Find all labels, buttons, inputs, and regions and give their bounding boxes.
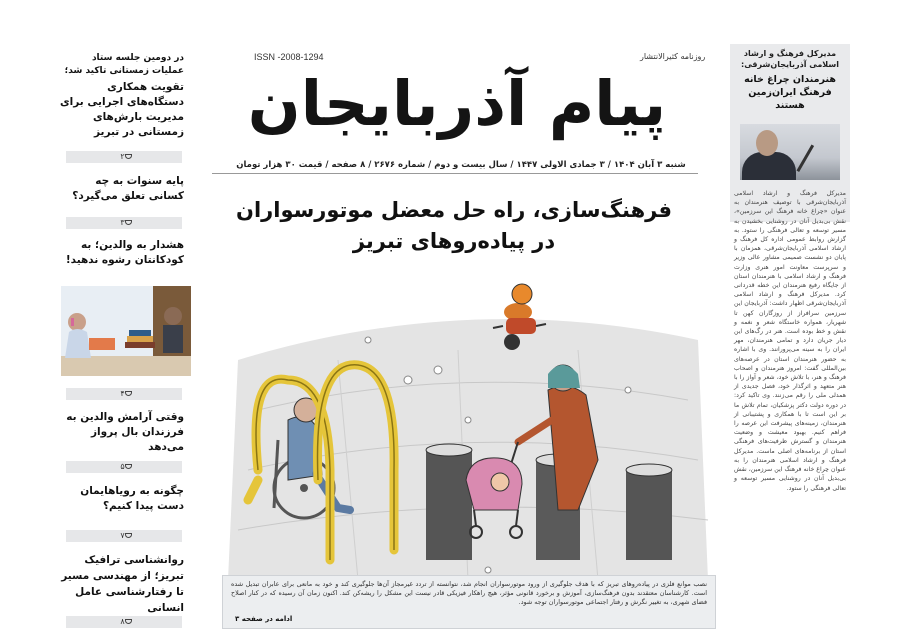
page-ref[interactable]: ۷	[66, 530, 182, 542]
page-icon	[125, 619, 132, 624]
page-ref[interactable]: ۵	[66, 461, 182, 473]
left-story-2[interactable]	[60, 174, 184, 204]
left-story-title: روانشناسی ترافیک تبریز؛ از مهندسی مسیر تا رفتارشناسی عامل انسانی	[61, 554, 184, 614]
left-story-title: چگونه به رویاهایمان دست پیدا کنیم؟	[80, 485, 184, 512]
issn-number: ISSN -2008-1294	[254, 52, 324, 62]
page-icon	[125, 391, 132, 396]
left-story-title: وقتی آرامش والدین به فرزندان بال پرواز می‌دهد	[66, 411, 184, 453]
page-ref[interactable]: ۳	[66, 217, 182, 229]
masthead-divider	[212, 173, 698, 174]
dateline: شنبه ۳ آبان ۱۴۰۴ / ۳ جمادی الاولی ۱۴۴۷ / سال بیست و دوم / شماره ۲۶۷۶ / ۸ صفحه / قیمت ۳۰ هزار تومان	[236, 160, 686, 170]
page-icon	[125, 220, 132, 225]
page-icon	[125, 154, 132, 159]
microphone-icon	[797, 145, 838, 180]
left-story-4[interactable]	[60, 410, 184, 455]
right-story-headline: هنرمندان چراغ خانه فرهنگ ایران‌زمین هستند	[744, 74, 836, 111]
cartoon-caption	[222, 575, 716, 629]
page-ref[interactable]: ۴	[66, 388, 182, 400]
daily-label: روزنامه کثیرالانتشار	[640, 52, 706, 61]
right-story-body: مدیرکل فرهنگ و ارشاد اسلامی آذربایجان‌شرقی با توصیف هنرمندان به عنوان «چراغ خانه فرهنگ این سرزمین»، نقش بی‌بدیل آنان در روشنایی بخشیدن به مسیر توسعه و تعالی فرهنگی را ستود. به گزارش روابط عمومی اداره کل فرهنگ و ارشاد اسلامی آذربایجان‌شرقی، همزمان با پایان دو نشست صمیمی مشاور عالی وزیر و سرپرست معاونت امور هنری وزارت فرهنگ و ارشاد اسلامی با هنرمندان استان از جایگاه رفیع هنرمندان این خطه قدردانی کرد. مدیرکل فرهنگ و ارشاد اسلامی آذربایجان‌شرقی اظهار داشت: آذربایجان این سرزمین سرافراز از روزگاران کهن تا شهریار، همواره خاستگاه شعر و نغمه و نقش و خط بوده است. هنر در رگ‌های این دیار جریان دارد و تمامی هنرمندان، مهر ایران را به سینه می‌پرورانند. وی با اشاره به حضور هنرمندان استان در عرصه‌های بین‌المللی گفت: امروز هنرمندان و اصحاب فرهنگ و هنر، با تلاش خود، شعر و آواز را با هنر متعهد و اثرگذار خود، فصل جدیدی از همدلی ملی را رقم می‌زنند. وی تاکید کرد: در دوره دولت دکتر پزشکیان، تمام تلاش ما بر این است تا با همکاری و پشتیبانی از هنرمندان، زمینه‌های پیشرفت این عرصه را فراهم کنیم. بهبود معیشت و وضعیت هنرمندان و گسترش ظرفیت‌های فرهنگی استان از برنامه‌های اصلی ماست. مدیرکل فرهنگ و ارشاد اسلامی هنرمندان را به عنوان چراغ خانه فرهنگ این سرزمین، نقش بی‌بدیل آنان در روشنایی مسیر توسعه و تعالی فرهنگی را ستود.	[734, 190, 846, 492]
person-body	[742, 152, 796, 180]
headline-line-2: در پیاده‌روهای تبریز	[352, 229, 556, 253]
headline-line-1: فرهنگ‌سازی، راه حل معضل موتورسواران	[236, 198, 672, 222]
right-column	[730, 44, 850, 641]
page-ref[interactable]: ۸	[66, 616, 182, 628]
left-story-title: پایه سنوات به چه کسانی تعلق می‌گیرد؟	[72, 175, 184, 202]
newspaper-title[interactable]: پیام آذربایجان	[247, 67, 667, 140]
caption-text: نصب موانع فلزی در پیاده‌روهای تبریز که با هدف جلوگیری از ورود موتورسواران انجام شد، نتوانسته از تردد غیرمجاز آن‌ها جلوگیری کند و خود به مانعی برای عابران تبدیل شده است. کارشناسان معتقدند بدون فرهنگ‌سازی، آموزش و برخورد قانونی مؤثر، هیچ راهکار فیزیکی قادر نیست این مشکل را ریشه‌کن کند. اکنون زمان آن رسیده که در کنار اصلاح فضای شهری، به تغییر نگرش و رفتار اجتماعی موتورسواران توجه شود.	[231, 580, 707, 606]
director-photo	[740, 124, 840, 180]
left-story-5[interactable]	[60, 484, 184, 514]
children-reading-photo	[61, 286, 191, 376]
continued-link[interactable]: ادامه در صفحه ۳	[235, 615, 293, 623]
page-icon	[125, 533, 132, 538]
left-story-kicker: در دومین جلسه ستاد عملیات زمستانی تاکید شد؛	[64, 53, 184, 76]
left-story-6[interactable]	[60, 552, 184, 616]
page-ref[interactable]: ۲	[66, 151, 182, 163]
left-story-title: هشدار به والدین؛ به کودکانتان رشوه ندهید!	[65, 239, 184, 266]
person-head	[756, 130, 778, 156]
main-cartoon	[218, 270, 718, 580]
left-story-title: تقویت همکاری دستگاه‌های اجرایی برای مدیریت بارش‌های زمستانی در تبریز	[60, 81, 184, 138]
left-column	[58, 44, 190, 641]
left-story-1[interactable]	[60, 52, 184, 140]
main-headline[interactable]	[214, 195, 694, 257]
right-story-kicker: مدیرکل فرهنگ و ارشاد اسلامی آذربایجان‌شرقی:	[741, 49, 839, 69]
left-story-3[interactable]	[60, 238, 184, 268]
page-icon	[125, 464, 132, 469]
